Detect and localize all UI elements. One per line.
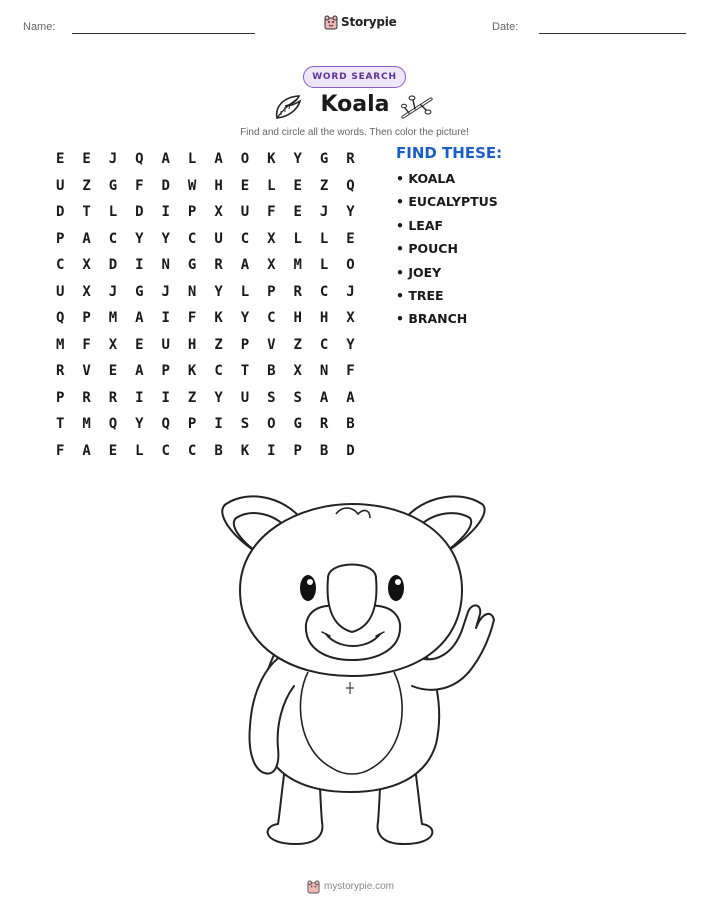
grid-cell: C [319, 283, 329, 300]
grid-cell: P [240, 336, 250, 353]
grid-cell: X [346, 310, 355, 327]
grid-cell: H [187, 336, 197, 353]
grid-cell: H [319, 310, 329, 327]
grid-cell: J [319, 204, 329, 221]
grid-cell: G [108, 177, 118, 194]
grid-cell: C [214, 363, 223, 380]
grid-row [47, 173, 364, 200]
grid-cell: P [187, 416, 197, 433]
grid-cell: T [55, 416, 65, 433]
grid-cell: C [267, 310, 276, 327]
grid-row [47, 146, 364, 173]
footer [307, 879, 394, 894]
grid-cell: C [319, 336, 329, 353]
grid-cell: L [319, 230, 329, 247]
grid-cell: H [293, 310, 302, 327]
grid-cell: D [108, 257, 118, 274]
grid-cell: F [267, 204, 276, 221]
grid-cell: Q [346, 177, 355, 194]
grid-cell: U [240, 389, 250, 406]
grid-cell: I [267, 442, 276, 459]
grid-row [47, 279, 364, 306]
grid-cell: M [293, 257, 302, 274]
grid-cell: T [82, 204, 91, 221]
grid-cell: G [135, 283, 144, 300]
grid-cell: E [240, 177, 250, 194]
branch-icon [401, 93, 435, 121]
grid-cell: P [82, 310, 91, 327]
grid-row [47, 332, 364, 359]
grid-row [47, 252, 364, 279]
grid-cell: F [187, 310, 197, 327]
word-search-badge: WORD SEARCH [303, 66, 406, 88]
brand-name: Storypie [341, 15, 397, 29]
word-item: • BRANCH [396, 311, 468, 327]
grid-cell: P [267, 283, 276, 300]
grid-cell: X [82, 283, 91, 300]
grid-cell: L [108, 204, 118, 221]
grid-cell: Y [214, 283, 223, 300]
grid-cell: U [55, 177, 65, 194]
grid-cell: L [187, 151, 197, 168]
letter-grid [47, 146, 364, 464]
grid-cell: L [135, 442, 144, 459]
grid-cell: W [187, 177, 197, 194]
grid-cell: Y [161, 230, 170, 247]
grid-cell: Z [187, 389, 197, 406]
grid-cell: A [82, 442, 91, 459]
grid-cell: L [293, 230, 302, 247]
grid-cell: O [267, 416, 276, 433]
grid-cell: K [187, 363, 197, 380]
grid-cell: Z [293, 336, 302, 353]
find-these-heading: FIND THESE: [396, 144, 503, 162]
grid-row [47, 305, 364, 332]
grid-cell: Y [135, 416, 144, 433]
grid-cell: K [214, 310, 223, 327]
grid-cell: A [319, 389, 329, 406]
grid-cell: V [82, 363, 91, 380]
grid-cell: M [82, 416, 91, 433]
grid-cell: N [187, 283, 197, 300]
grid-cell: P [55, 230, 65, 247]
grid-cell: A [161, 151, 170, 168]
grid-cell: P [187, 204, 197, 221]
grid-cell: R [214, 257, 223, 274]
word-item: • KOALA [396, 171, 456, 186]
grid-cell: M [55, 336, 65, 353]
grid-cell: B [319, 442, 329, 459]
grid-cell: Z [82, 177, 91, 194]
grid-cell: A [82, 230, 91, 247]
grid-cell: Z [319, 177, 329, 194]
grid-cell: J [108, 151, 118, 168]
grid-cell: B [346, 416, 355, 433]
grid-cell: X [108, 336, 118, 353]
grid-cell: R [82, 389, 91, 406]
word-item: • EUCALYPTUS [396, 194, 498, 210]
word-item: • POUCH [396, 241, 458, 257]
grid-cell: F [82, 336, 91, 353]
grid-cell: K [240, 442, 250, 459]
grid-cell: R [108, 389, 118, 406]
grid-cell: Y [346, 204, 355, 221]
grid-cell: A [346, 389, 355, 406]
grid-cell: N [161, 257, 170, 274]
grid-cell: U [240, 204, 250, 221]
grid-cell: X [293, 363, 302, 380]
date-line [539, 33, 686, 34]
grid-cell: D [346, 442, 355, 459]
grid-cell: I [161, 310, 170, 327]
grid-row [47, 226, 364, 253]
grid-cell: Q [161, 416, 170, 433]
word-item: • TREE [396, 287, 444, 303]
word-item: • LEAF [396, 217, 444, 233]
storypie-logo-icon [307, 879, 320, 894]
grid-cell: T [240, 363, 250, 380]
grid-cell: X [267, 230, 276, 247]
grid-cell: R [346, 151, 355, 168]
grid-cell: Q [55, 310, 65, 327]
grid-cell: P [293, 442, 302, 459]
grid-cell: S [240, 416, 250, 433]
grid-cell: S [267, 389, 276, 406]
grid-cell: Y [135, 230, 144, 247]
grid-cell: A [240, 257, 250, 274]
page-title: Koala [320, 92, 390, 117]
word-item: • JOEY [396, 264, 442, 280]
grid-cell: M [108, 310, 118, 327]
instructions: Find and circle all the words. Then color the picture! [240, 127, 469, 138]
grid-row [47, 385, 364, 412]
grid-cell: E [293, 177, 302, 194]
grid-cell: Y [293, 151, 302, 168]
grid-cell: Q [135, 151, 144, 168]
grid-cell: C [55, 257, 65, 274]
grid-cell: B [267, 363, 276, 380]
grid-cell: D [161, 177, 170, 194]
grid-cell: V [267, 336, 276, 353]
grid-cell: I [161, 389, 170, 406]
grid-cell: C [187, 230, 197, 247]
grid-cell: E [108, 363, 118, 380]
grid-cell: E [108, 442, 118, 459]
grid-cell: P [161, 363, 170, 380]
grid-cell: D [135, 204, 144, 221]
grid-cell: C [161, 442, 170, 459]
storypie-logo-icon [324, 14, 338, 30]
grid-row [47, 438, 364, 465]
grid-cell: X [214, 204, 223, 221]
grid-cell: C [187, 442, 197, 459]
grid-cell: O [346, 257, 355, 274]
grid-cell: I [135, 389, 144, 406]
grid-cell: L [267, 177, 276, 194]
grid-cell: L [319, 257, 329, 274]
grid-cell: Z [214, 336, 223, 353]
grid-cell: A [135, 310, 144, 327]
grid-cell: J [108, 283, 118, 300]
grid-cell: Y [240, 310, 250, 327]
grid-cell: P [55, 389, 65, 406]
grid-cell: O [240, 151, 250, 168]
grid-cell: Y [214, 389, 223, 406]
footer-url: mystorypie.com [324, 881, 395, 892]
grid-cell: I [214, 416, 223, 433]
grid-cell: I [161, 204, 170, 221]
grid-cell: H [214, 177, 223, 194]
name-line [72, 33, 255, 34]
grid-row [47, 358, 364, 385]
grid-cell: C [108, 230, 118, 247]
grid-cell: G [187, 257, 197, 274]
grid-row [47, 411, 364, 438]
grid-cell: R [55, 363, 65, 380]
date-label: Date: [492, 21, 519, 33]
grid-cell: A [135, 363, 144, 380]
grid-cell: N [319, 363, 329, 380]
word-list [396, 171, 498, 335]
grid-cell: C [240, 230, 250, 247]
grid-cell: E [82, 151, 91, 168]
grid-cell: F [346, 363, 355, 380]
grid-cell: X [82, 257, 91, 274]
grid-cell: J [161, 283, 170, 300]
grid-cell: E [135, 336, 144, 353]
grid-cell: D [55, 204, 65, 221]
grid-cell: U [55, 283, 65, 300]
grid-cell: B [214, 442, 223, 459]
grid-cell: Q [108, 416, 118, 433]
grid-cell: L [240, 283, 250, 300]
grid-cell: E [293, 204, 302, 221]
grid-cell: X [267, 257, 276, 274]
grid-cell: R [293, 283, 302, 300]
grid-cell: I [135, 257, 144, 274]
grid-cell: F [135, 177, 144, 194]
grid-cell: E [346, 230, 355, 247]
grid-cell: R [319, 416, 329, 433]
koala-illustration [200, 486, 510, 856]
grid-cell: Y [346, 336, 355, 353]
grid-cell: A [214, 151, 223, 168]
grid-cell: J [346, 283, 355, 300]
grid-cell: U [161, 336, 170, 353]
grid-cell: S [293, 389, 302, 406]
grid-cell: G [293, 416, 302, 433]
grid-cell: K [267, 151, 276, 168]
grid-row [47, 199, 364, 226]
grid-cell: E [55, 151, 65, 168]
name-label: Name: [23, 21, 56, 33]
grid-cell: G [319, 151, 329, 168]
grid-cell: F [55, 442, 65, 459]
grid-cell: U [214, 230, 223, 247]
brand [324, 14, 397, 30]
